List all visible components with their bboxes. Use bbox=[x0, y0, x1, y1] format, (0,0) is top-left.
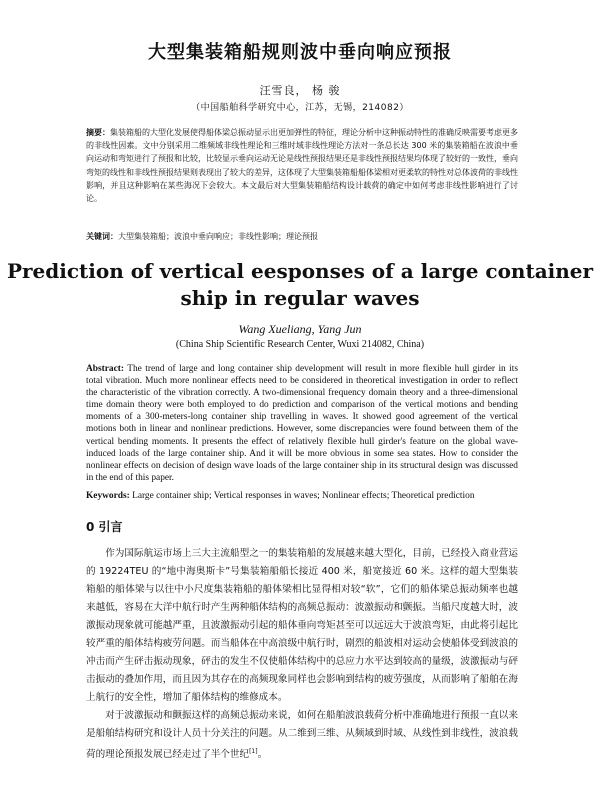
chinese-abstract-label: 摘要： bbox=[86, 128, 110, 137]
english-keywords-label: Keywords: bbox=[86, 491, 130, 501]
chinese-title: 大型集装箱船规则波中垂向响应预报 bbox=[148, 42, 452, 63]
chinese-keywords-text: 大型集装箱船；波浪中垂向响应；非线性影响；理论预报 bbox=[118, 232, 318, 241]
chinese-affiliation: （中国船舶科学研究中心，江苏，无锡，214082） bbox=[191, 103, 409, 113]
chinese-abstract bbox=[86, 126, 518, 205]
chinese-abstract-text: 集装箱船的大型化发展使得船体梁总振动显示出更加弹性的特征，理论分析中这种振动特性的准确反映需要考虑更多的非线性因素。文中分别采用二维频域非线性理论和三维时域非线性理论方法对一条总长达 300 米的集装箱船在波浪中垂向运动和弯矩进行了预报和比较，比较显示垂向运动无论是线性预报结果还是非线性预报结果均体现了较好的一致性，垂向弯矩的线性和非线性预报结果则表现出了较大的差异，这体现了大型集装箱船船体梁相对更柔软的特性对总体波荷的非线性影响，并且这种影响在某些海况下会较大。本文最后对大型集装箱船结构设计载荷的确定中如何考虑非线性影响进行了讨论。 bbox=[86, 128, 518, 204]
english-title: Prediction of vertical eesponses of a large container ship in regular waves bbox=[6, 259, 594, 310]
english-keywords-text: Large container ship; Vertical responses in waves; Nonlinear effects; Theoretical prediction bbox=[132, 491, 475, 501]
english-abstract-text: The trend of large and long container ship development will result in more flexible hull girder in its total vibration. Much more nonlinear effects need to be considered in theoretical investigation in order to reflect the characteristic of the vibration correctly. A two-dimensional frequency domain theory and a three-dimensional time domain theory were both employed to do prediction and comparison of the vertical motions and bending moments of a 300-meters-long container ship travelling in waves. It showed good agreement of the vertical motions both in linear and nonlinear predictions. However, some discrepancies were found between them of the vertical bending moments. It presents the effect of relatively flexible hull girder's feature on the global wave-induced loads of the large container ship. And it will be more obvious in some sea states. How to consider the nonlinear effects on decision of design wave loads of the large container ship in its structural design was discussed in the end of this paper. bbox=[86, 364, 518, 483]
chinese-keywords-label: 关键词： bbox=[86, 232, 118, 241]
english-abstract-label: Abstract: bbox=[86, 364, 125, 374]
section-heading: 0 引言 bbox=[86, 520, 123, 534]
english-authors: Wang Xueliang, Yang Jun bbox=[238, 322, 362, 336]
chinese-authors: 汪雪良， 杨 骏 bbox=[259, 84, 341, 97]
english-abstract bbox=[86, 363, 518, 484]
body-paragraph-text: 对于波激振动和颤振这样的高频总振动来说，如何在船舶波浪载荷分析中准确地进行预报一直以来是船舶结构研究和设计人员十分关注的问题。从二维到三维、从频域到时域、从线性到非线性，波浪载荷的理论预报发展已经走过了半个世纪 bbox=[86, 710, 518, 761]
english-affiliation: (China Ship Scientific Research Center, Wuxi 214082, China) bbox=[175, 339, 425, 350]
body-paragraph-end: 。 bbox=[257, 749, 268, 761]
chinese-keywords bbox=[86, 231, 518, 243]
body-paragraph: 作为国际航运市场上三大主流船型之一的集装箱船的发展越来越大型化，目前，已经投入商业营运的 19224TEU 的“地中海奥斯卡”号集装箱船船长接近 400 米，船宽接近 60 米。这样的超大型集装箱船的船体梁与以往中小尺度集装箱船的船体梁相比显得相对较“软”，它们的船体梁总振动频率也越来越低，容易在大洋中航行时产生两种船体结构的高频总振动：波激振动和颤振。当船尺度越大时，波激振动现象就可能越严重，且波激振动引起的船体垂向弯矩甚至可以远远大于波浪弯矩，由此将引起比较严重的船体结构疲劳问题。而当船体在中高浪级中航行时，剧烈的船波相对运动会使船体受到波浪的冲击而产生砰击振动现象，砰击的发生不仅使船体结构中的总应力水平达到较高的量级，波激振动与砰击振动的叠加作用，而且因为其存在的高频现象同样也会影响到结构的疲劳强度，从而影响了船舶在海上航行的安全性，增加了船体结构的维修成本。 bbox=[86, 548, 518, 703]
citation-marker[interactable]: [1] bbox=[249, 748, 258, 755]
body-text bbox=[86, 545, 518, 764]
body-paragraph bbox=[86, 707, 518, 764]
english-keywords bbox=[86, 490, 518, 502]
